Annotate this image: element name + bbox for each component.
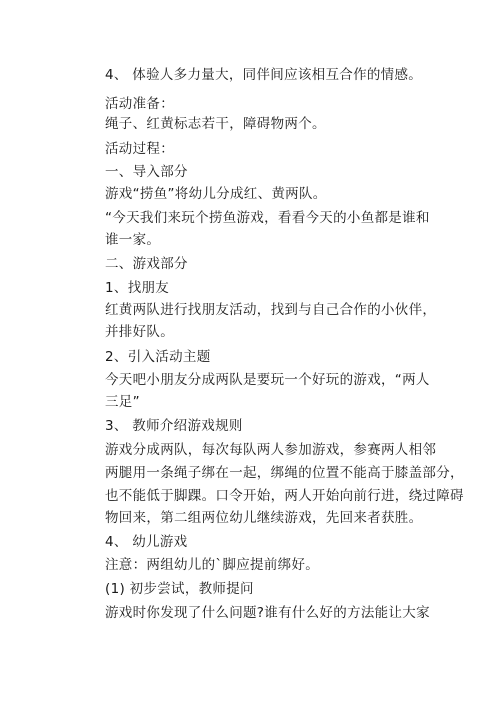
text-line: 游戏“捞鱼”将幼儿分成红、黄两队。 <box>105 186 327 202</box>
subsection-heading: 3、 教师介绍游戏规则 <box>105 418 243 434</box>
subsection-heading: 4、 幼儿游戏 <box>105 534 188 550</box>
text-line: 红黄两队进行找朋友活动，找到与自己合作的小伙伴， <box>105 302 437 318</box>
subsection-heading: 1、找朋友 <box>105 280 170 296</box>
text-line: 谁一家。 <box>105 232 161 248</box>
text-line: 游戏分成两队，每次每队两人参加游戏，参赛两人相邻 <box>105 442 437 458</box>
text-line: 活动准备： <box>105 96 174 112</box>
text-line: 也不能低于脚踝。口令开始，两人开始向前行进，绕过障碍 <box>105 488 464 504</box>
subsection-heading: 2、引入活动主题 <box>105 349 211 365</box>
text-line: 游戏时你发现了什么问题?谁有什么好的方法能让大家 <box>105 605 430 621</box>
text-line: (1) 初步尝试，教师提问 <box>105 581 254 597</box>
text-line: 三足” <box>105 394 140 410</box>
text-line: 绳子、红黄标志若干，障碍物两个。 <box>105 116 326 132</box>
text-line: 并排好队。 <box>105 324 174 340</box>
text-line: 注意：两组幼儿的`脚应提前绑好。 <box>105 557 320 573</box>
text-line: 活动过程： <box>105 141 174 157</box>
text-line: 两腿用一条绳子绑在一起，绑绳的位置不能高于膝盖部分， <box>105 465 464 481</box>
text-line: 4、 体验人多力量大，同伴间应该相互合作的情感。 <box>105 67 423 83</box>
text-line: 今天吧小朋友分成两队是要玩一个好玩的游戏，“两人 <box>105 372 430 388</box>
text-line: “今天我们来玩个捞鱼游戏，看看今天的小鱼都是谁和 <box>105 210 430 226</box>
text-line: 物回来，第二组两位幼儿继续游戏，先回来者获胜。 <box>105 510 423 526</box>
section-heading: 二、游戏部分 <box>105 256 188 272</box>
section-heading: 一、导入部分 <box>105 164 188 180</box>
